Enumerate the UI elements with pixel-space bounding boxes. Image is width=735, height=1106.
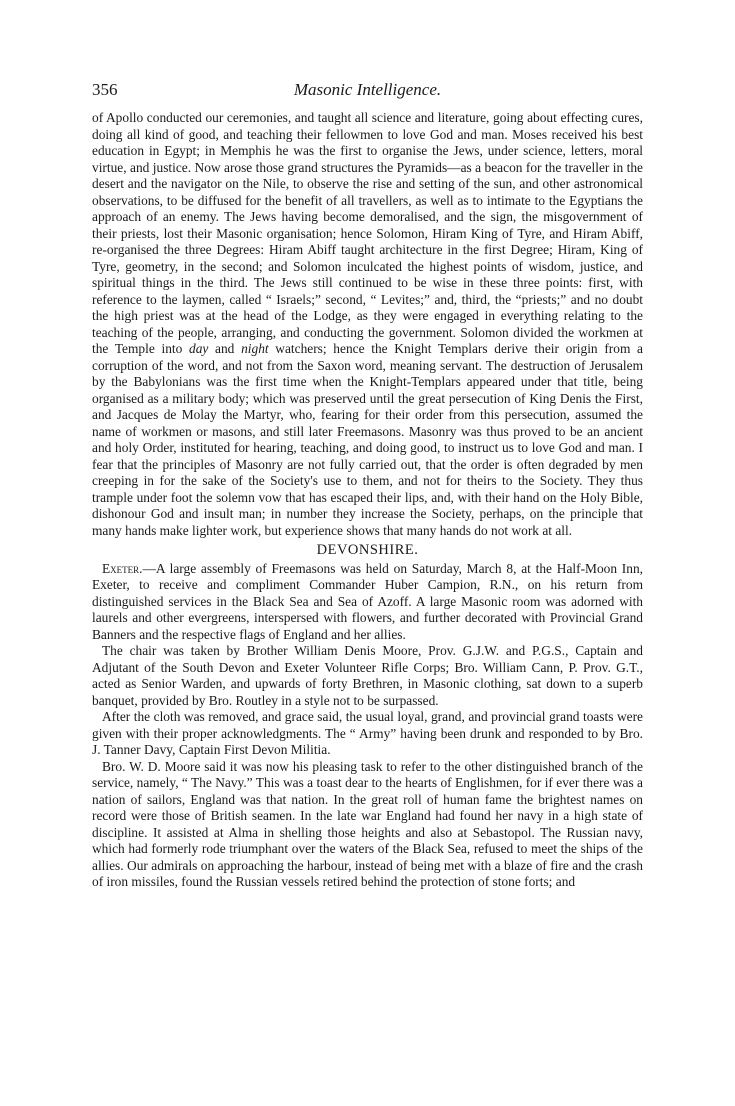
place-lead: Exeter.	[102, 560, 143, 576]
paragraph-text: of Apollo conducted our ceremonies, and taught all science and literature, going about effecting cures, doing all kind of good, and teaching their fellowmen to love God and man. Moses received his best education in Egypt; in Memphis he was the first to organise the Jews, under science, letters, moral virtue, and justice. Now arose those grand structures the Pyramids—as a beacon for the traveller in the desert and the navigator on the Nile, to observe the rise and setting of the sun, and other astronomical observations, to be diffused for the benefit of all travellers, as well as to intimate to the Egyptians the approach of an enemy. The Jews having become demoralised, and the sign, the misgovernment of their priests, lost their Masonic organisation; hence Solomon, Hiram King of Tyre, and Hiram Abiff, re-organised the three Degrees: Hiram Abiff taught architecture in the first Degree; Hiram, King of Tyre, geometry, in the second; and Solomon inculcated the highest points of wisdom, justice, and spiritual things in the third. The Jews still continued to be wise in these three points: first, with reference to the laymen, called “ Israels;” second, “ Levites;” and, third, the “priests;” and no doubt the high priest was at the head of the Lodge, as they were engaged in everything relating to the teaching of the people, arranging, and conducting the government. Solomon divided the workmen at the Temple into	[92, 110, 643, 356]
page-number: 356	[92, 80, 118, 99]
paragraph-text: watchers; hence the Knight Templars derive their origin from a corruption of the word, and not from the Saxon word, meaning servant. The destruction of Jerusalem by the Babylonians was the first time when the Knight-Templars appeared under that title, being organised as a military body; which was preserved until the great persecution of King Denis the First, and Jacques de Molay the Martyr, who, fearing for their order from this persecution, assumed the name of workmen or masons, and still later Freemasons. Masonry was thus proved to be an ancient and holy Order, instituted for hearing, teaching, and doing good, to instruct us to love God and man. I fear that the principles of Masonry are not fully carried out, that the order is often degraded by men creeping in for the sake of the Society's use to them, and not for theirs to the Society. They thus trample under foot the solemn vow that has escaped their lips, and, with their hand on the Holy Bible, dishonour God and insult man; in number they increase the Society, perhaps, on the principle that many hands make lighter work, but experience shows that many hands do not work at all.	[92, 341, 643, 538]
paragraph: Bro. W. D. Moore said it was now his pleasing task to refer to the other distinguished branch of the service, namely, “ The Navy.” This was a toast dear to the hearts of Englishmen, for if ever there was a nation of sailors, England was that nation. In the great roll of human fame the brightest names on record were those of British seamen. In the late war England had found her navy in a high state of discipline. It assisted at Alma in shelling those heights and also at Sebastopol. The Russian navy, which had formerly rode triumphant over the waters of the Black Sea, refused to meet the ships of the allies. Our admirals on approaching the harbour, instead of being met with a blaze of fire and the crash of iron missiles, found the Russian vessels retired behind the protection of stone forts; and	[92, 758, 643, 889]
italic-word: night	[241, 341, 269, 356]
paragraph	[92, 561, 643, 644]
paragraph-text: —A large assembly of Freemasons was held on Saturday, March 8, at the Half-Moon Inn, Exeter, to receive and compliment Commander Huber Campion, R.N., on his return from distinguished services in the Black Sea and Sea of Azoff. A large Masonic room was adorned with laurels and other evergreens, interspersed with flowers, and further decorated with Provincial Grand Banners and the respective flags of England and her allies.	[92, 560, 643, 642]
page-header	[92, 80, 643, 110]
paragraph	[92, 110, 643, 539]
article-body	[92, 110, 643, 891]
section-heading: DEVONSHIRE.	[316, 542, 419, 558]
italic-word: day	[189, 341, 209, 356]
paragraph: After the cloth was removed, and grace said, the usual loyal, grand, and provincial grand toasts were given with their proper acknowledgments. The “ Army” having been drunk and responded to by Bro. J. Tanner Davy, Captain First Devon Militia.	[92, 709, 643, 757]
paragraph: The chair was taken by Brother William Denis Moore, Prov. G.J.W. and P.G.S., Captain and Adjutant of the South Devon and Exeter Volunteer Rifle Corps; Bro. William Cann, P. Prov. G.T., acted as Senior Warden, and upwards of forty Brethren, in Masonic clothing, sat down to a superb banquet, provided by Bro. Routley in a style not to be surpassed.	[92, 643, 643, 708]
running-title: Masonic Intelligence.	[293, 80, 442, 99]
paragraph-text: and	[208, 341, 242, 356]
